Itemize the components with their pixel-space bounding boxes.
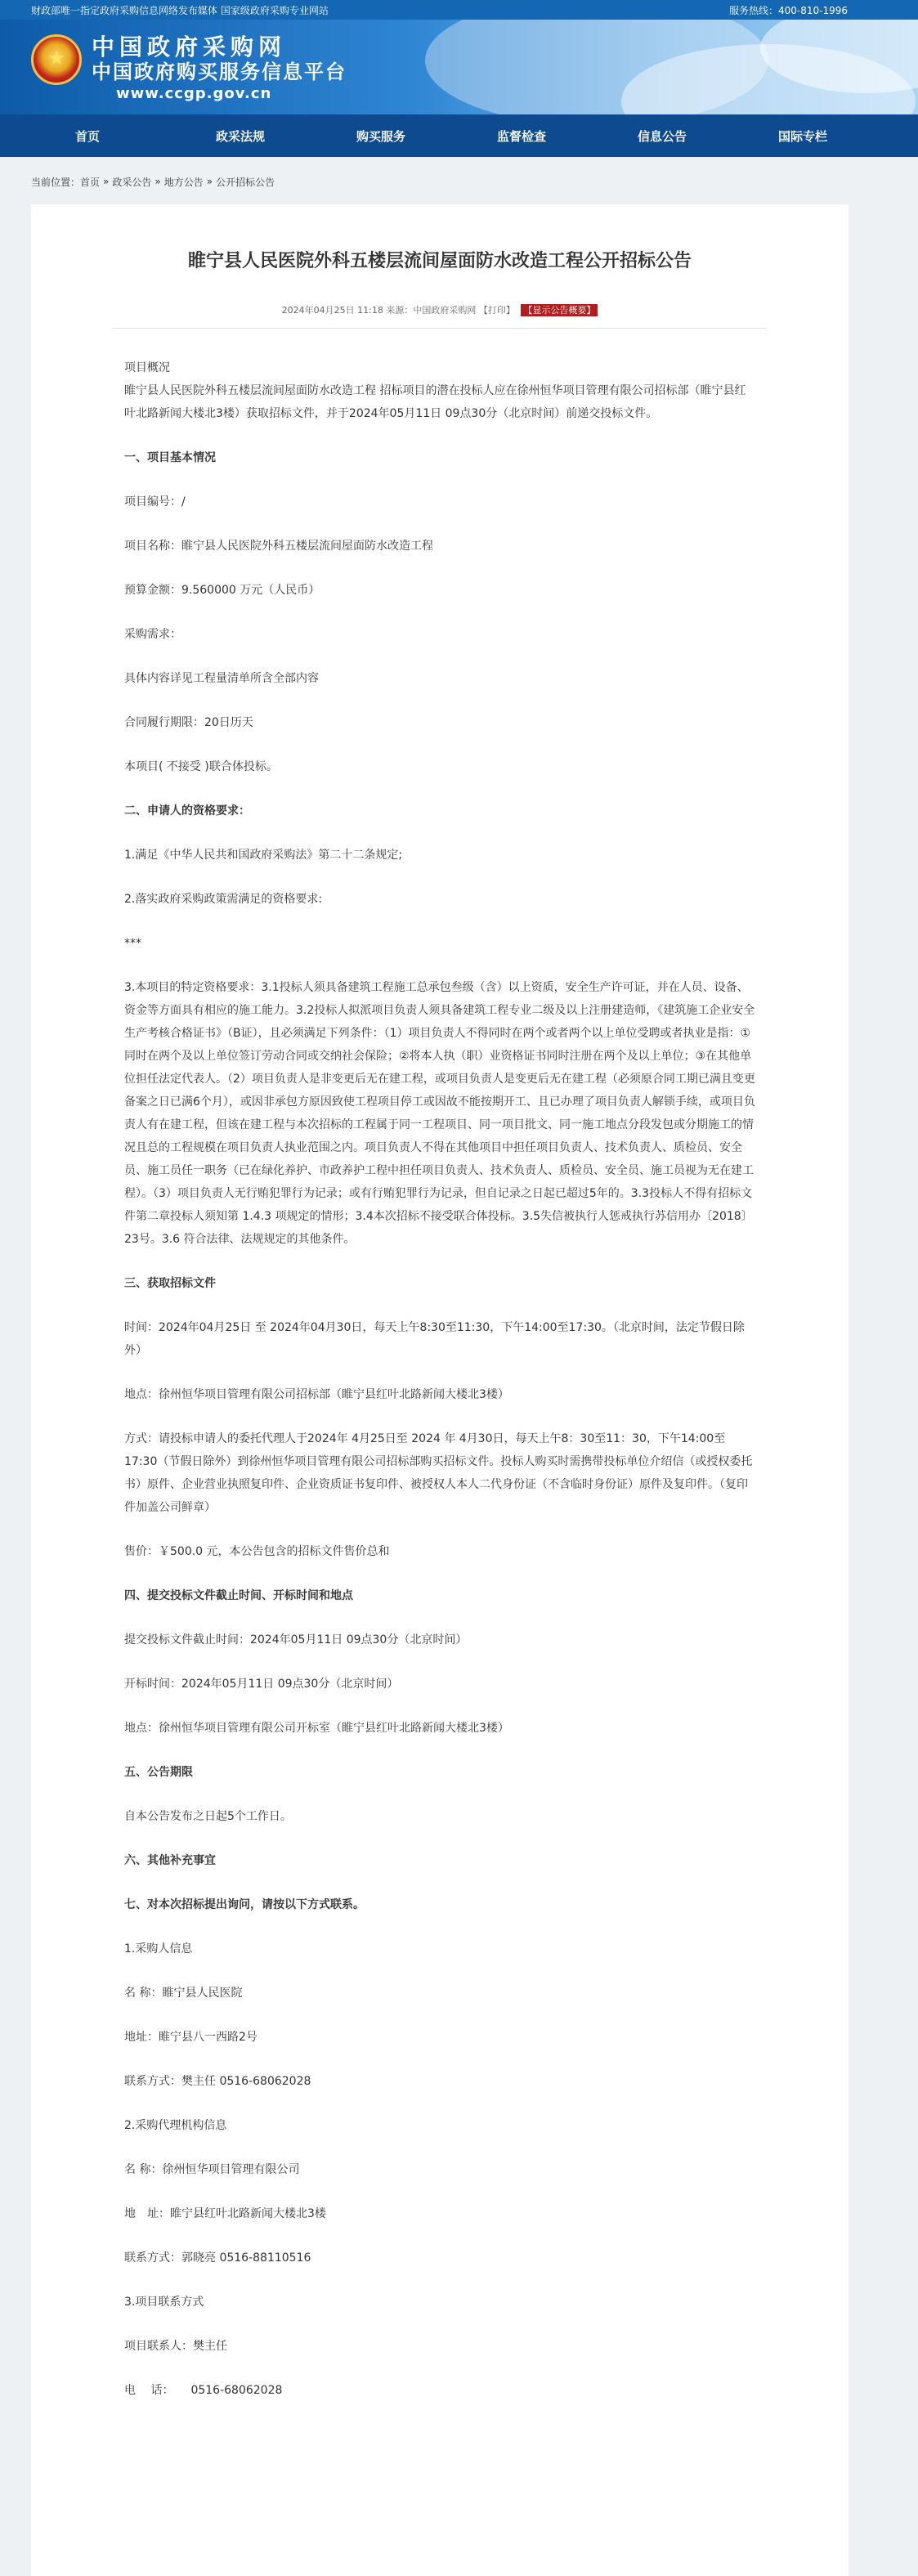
paragraph: 1.满足《中华人民共和国政府采购法》第二十二条规定; <box>124 849 403 862</box>
paragraph: 提交投标文件截止时间：2024年05月11日 09点30分（北京时间） <box>124 1633 468 1646</box>
nav-purchase-services[interactable]: 购买服务 <box>356 128 406 144</box>
breadcrumb-announcements[interactable]: 政采公告 <box>112 176 152 188</box>
paragraph: 合同履行期限：20日历天 <box>124 716 253 729</box>
section-heading: 六、其他补充事宜 <box>124 1854 216 1867</box>
nav-regulations[interactable]: 政采法规 <box>216 128 266 144</box>
article-container <box>31 204 849 2576</box>
breadcrumb-local[interactable]: 地方公告 <box>163 176 204 188</box>
section-heading: 一、项目基本情况 <box>124 451 216 464</box>
section-heading: 四、提交投标文件截止时间、开标时间和地点 <box>124 1589 353 1602</box>
paragraph: 地点：徐州恒华项目管理有限公司开标室（睢宁县红叶北路新闻大楼北3楼） <box>124 1722 509 1735</box>
paragraph: 名 称：徐州恒华项目管理有限公司 <box>124 2163 300 2176</box>
paragraph: 名 称：睢宁县人民医院 <box>124 1987 243 2000</box>
nav-international[interactable]: 国际专栏 <box>778 128 828 144</box>
paragraph: 地点：徐州恒华项目管理有限公司招标部（睢宁县红叶北路新闻大楼北3楼） <box>124 1388 509 1401</box>
breadcrumb-sep: » <box>154 176 161 187</box>
logo-title: 中国政府采购网 <box>92 34 287 60</box>
nav-supervision[interactable]: 监督检查 <box>497 128 547 144</box>
breadcrumb <box>0 165 918 198</box>
article-meta-text: 2024年04月25日 11:18 来源：中国政府采购网 【打印】 <box>281 305 515 316</box>
nav-announcements[interactable]: 信息公告 <box>638 128 687 144</box>
paragraph: 电 话： 0516-68062028 <box>124 2384 283 2397</box>
article-meta <box>31 303 849 316</box>
paragraph: 3.项目联系方式 <box>124 2296 204 2309</box>
header-banner <box>0 20 918 114</box>
paragraph: 时间：2024年04月25日 至 2024年04月30日，每天上午8:30至11:30，下午14:00至17:30。（北京时间，法定节假日除外） <box>124 1321 745 1357</box>
service-hotline: 服务热线：400-810-1996 <box>728 4 848 16</box>
paragraph: 项目概况 <box>124 361 170 374</box>
breadcrumb-home[interactable]: 首页 <box>80 176 101 188</box>
paragraph: 联系方式：樊主任 0516-68062028 <box>124 2075 311 2088</box>
section-heading: 二、申请人的资格要求： <box>124 804 250 818</box>
site-logo[interactable] <box>31 34 347 105</box>
logo-subtitle: 中国政府购买服务信息平台 <box>92 60 347 83</box>
article-body <box>31 329 849 2402</box>
logo-url: www.ccgp.gov.cn <box>116 85 272 102</box>
section-heading: 五、公告期限 <box>124 1766 193 1779</box>
breadcrumb-sep: » <box>103 176 110 187</box>
notice-left: 财政部唯一指定政府采购信息网络发布媒体 国家级政府采购专业网站 <box>31 4 329 16</box>
breadcrumb-prefix: 当前位置： <box>31 176 81 188</box>
main-nav <box>0 114 918 157</box>
paragraph: *** <box>124 937 141 950</box>
paragraph: 2.落实政府采购政策需满足的资格要求: <box>124 893 323 906</box>
breadcrumb-sep: » <box>206 176 213 187</box>
paragraph: 项目名称：睢宁县人民医院外科五楼层流间屋面防水改造工程 <box>124 540 433 553</box>
paragraph: 预算金额：9.560000 万元（人民币） <box>124 584 320 597</box>
paragraph: 睢宁县人民医院外科五楼层流间屋面防水改造工程 招标项目的潜在投标人应在徐州恒华项目管理有限公司招标部（睢宁县红叶北路新闻大楼北3楼）获取招标文件，并于2024年05月11日 09点30分（北京时间）前递交投标文件。 <box>124 384 746 420</box>
paragraph: 1.采购人信息 <box>124 1942 193 1956</box>
paragraph: 项目编号：/ <box>124 495 186 508</box>
paragraph: 3.本项目的特定资格要求：3.1投标人须具备建筑工程施工总承包叁级（含）以上资质，安全生产许可证，并在人员、设备、资金等方面具有相应的施工能力。3.2投标人拟派项目负责人须具备建筑工程专业二级及以上注册建造师，《建筑施工企业安全生产考核合格证书》（B证），且必须满足下列条件：（1）项目负责人不得同时在两个或者两个以上单位受聘或者执业是指：①同时在两个及以上单位签订劳动合同或交纳社会保险；②将本人执（职）业资格证书同时注册在两个及以上单位；③在其他单位担任法定代表人。（2）项目负责人是非变更后无在建工程，或项目负责人是变更后无在建工程（必须原合同工期已满且变更备案之日已满6个月），或因非承包方原因致使工程项目停工或因故不能按期开工、且已办理了项目负责人解锁手续，或项目负责人有在建工程，但该在建工程与本次招标的工程属于同一工程项目、同一项目批文、同一施工地点分段发包或分期施工的情况且总的工程规模在项目负责人执业范围之内。项目负责人不得在其他项目中担任项目负责人、技术负责人、质检员、安全员、施工员任一职务（已在绿化养护、市政养护工程中担任项目负责人、技术负责人、质检员、安全员、施工员视为无在建工程）。（3）项目负责人无行贿犯罪行为记录；或有行贿犯罪行为记录，但自记录之日起已超过5年的。3.3投标人不得有招标文件第二章投标人须知第 1.4.3 项规定的情形；3.4本次招标不接受联合体投标。3.5失信被执行人惩戒执行苏信用办〔2018〕23号。3.6 符合法律、法规规定的其他条件。 <box>124 981 755 1246</box>
paragraph: 2.采购代理机构信息 <box>124 2119 227 2132</box>
paragraph: 采购需求： <box>124 628 181 641</box>
paragraph: 联系方式：郭晓亮 0516-88110516 <box>124 2251 311 2265</box>
top-notice-bar <box>0 0 918 20</box>
paragraph: 方式：请投标申请人的委托代理人于2024年 4月25日至 2024 年 4月30日，每天上午8：30至11：30，下午14:00至17:30（节假日除外）到徐州恒华项目管理有限公司招标部购买招标文件。投标人购买时需携带投标单位介绍信（或授权委托书）原件、企业营业执照复印件、企业资质证书复印件、被授权人本人二代身份证（不含临时身份证）原件及复印件。（复印件加盖公司鲜章） <box>124 1432 753 1514</box>
article-title: 睢宁县人民医院外科五楼层流间屋面防水改造工程公开招标公告 <box>187 251 692 271</box>
paragraph: 项目联系人：樊主任 <box>124 2340 227 2353</box>
nav-home[interactable]: 首页 <box>75 128 101 144</box>
paragraph: 开标时间：2024年05月11日 09点30分（北京时间） <box>124 1678 399 1691</box>
national-emblem-icon <box>31 34 82 85</box>
breadcrumb-open-tender[interactable]: 公开招标公告 <box>216 176 275 188</box>
section-heading: 三、获取招标文件 <box>124 1277 216 1290</box>
paragraph: 自本公告发布之日起5个工作日。 <box>124 1810 292 1823</box>
paragraph: 具体内容详见工程量清单所含全部内容 <box>124 672 319 685</box>
paragraph: 本项目( 不接受 )联合体投标。 <box>124 760 278 773</box>
paragraph: 地 址：睢宁县红叶北路新闻大楼北3楼 <box>124 2207 326 2220</box>
paragraph: 售价：￥500.0 元，本公告包含的招标文件售价总和 <box>124 1545 390 1558</box>
paragraph: 地址：睢宁县八一西路2号 <box>124 2031 257 2044</box>
show-summary-button[interactable]: 【显示公告概要】 <box>521 304 598 316</box>
section-heading: 七、对本次招标提出询问，请按以下方式联系。 <box>124 1898 365 1911</box>
